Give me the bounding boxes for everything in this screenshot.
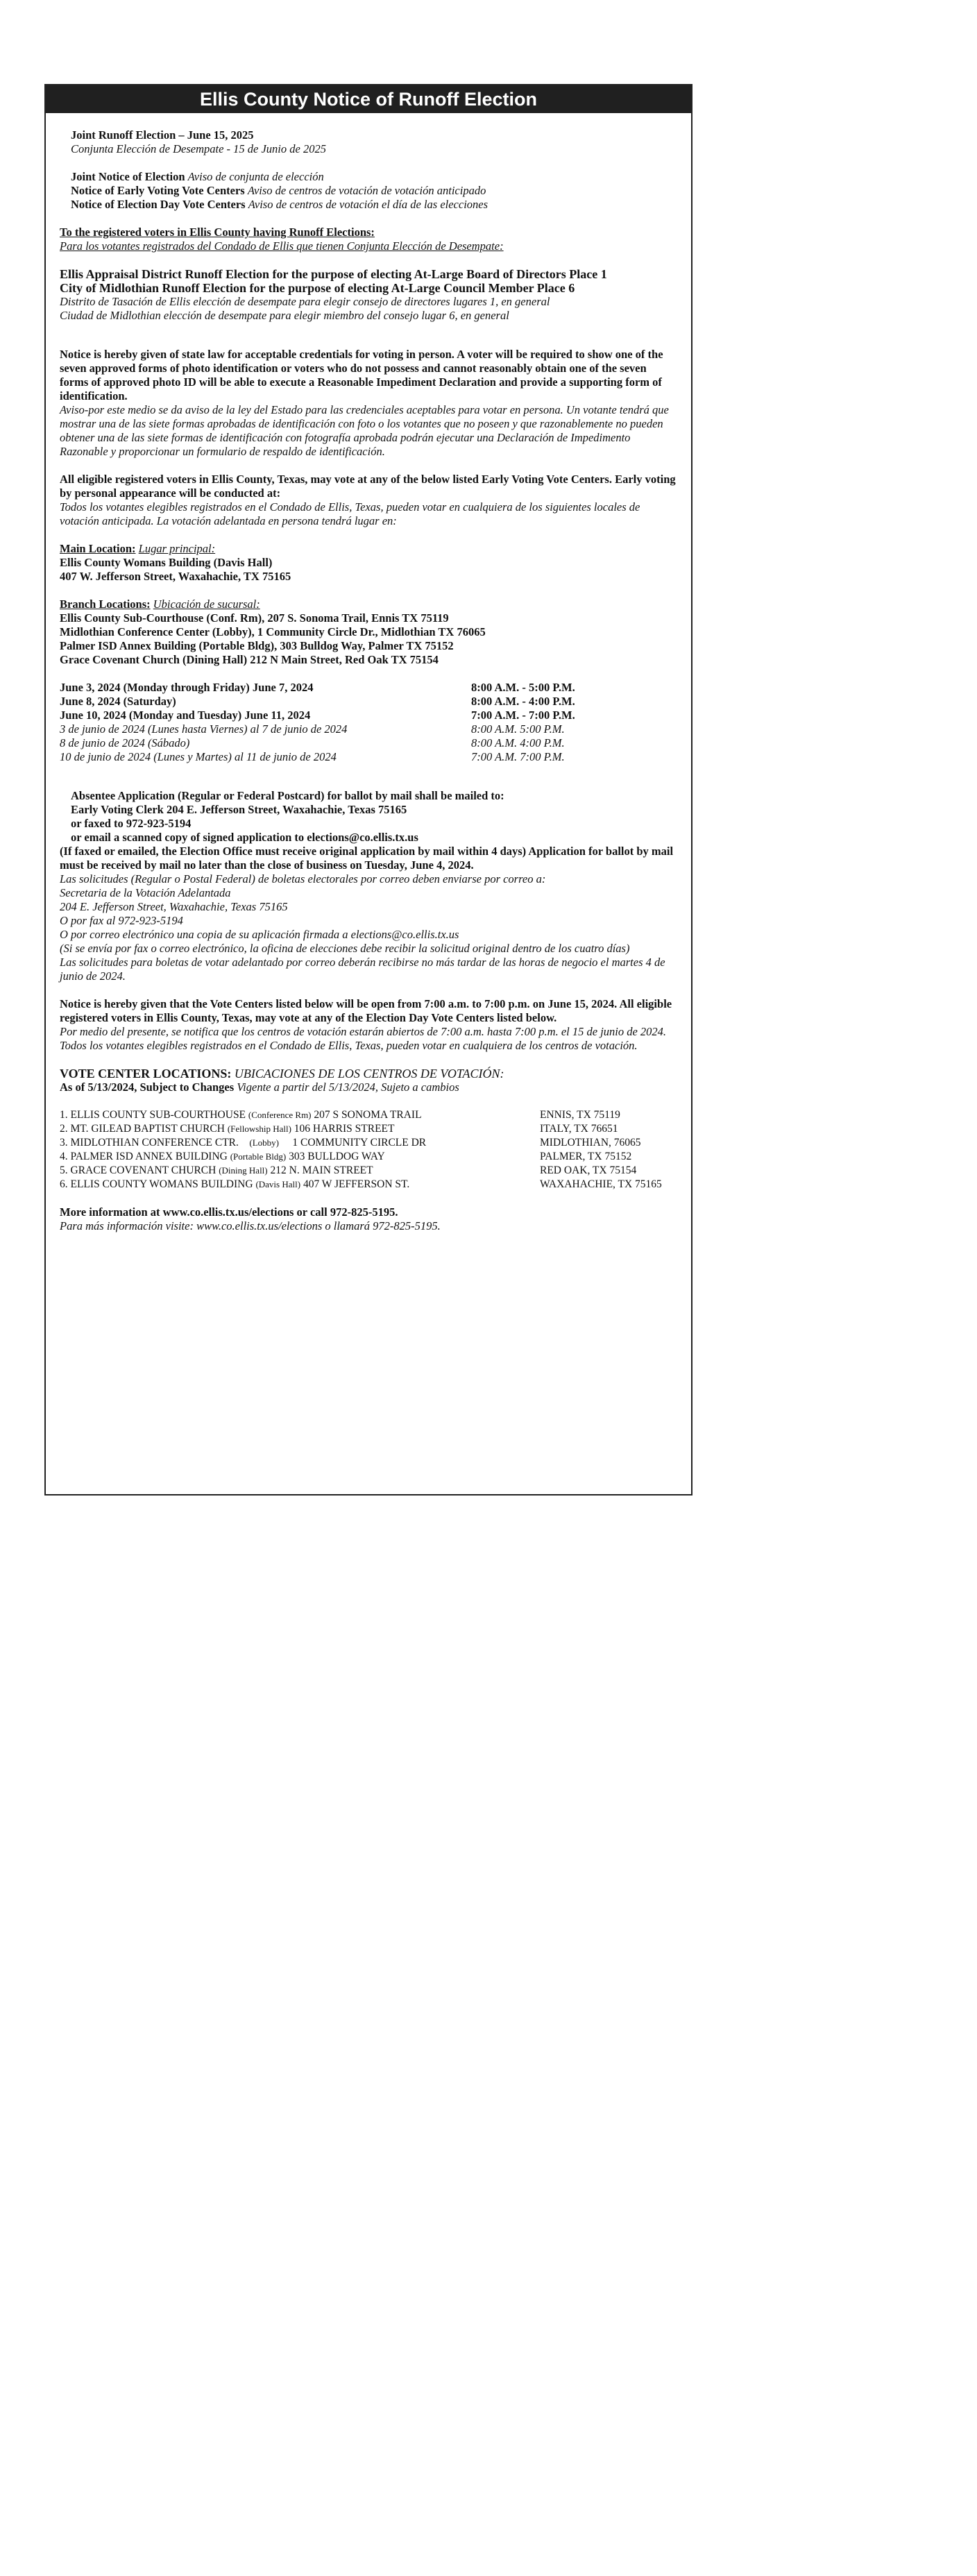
joint-runoff-heading: Joint Runoff Election – June 15, 2025 (71, 128, 254, 142)
photo-id-notice: Notice is hereby given of state law for acceptable credentials for voting in person. A voter will be required to show one of the seven approved forms of photo identification or voters who do not possess and cannot reasonably obtain one of the seven forms of approved photo ID will be able to execute a Reasonable Impediment Declaration and provide a supporting form of identification. (60, 348, 663, 402)
vote-center-row: 4. PALMER ISD ANNEX BUILDING (Portable Bldg) 303 BULLDOG WAY PALMER, TX 75152 (60, 1151, 632, 1162)
footer-info-es: Para más información visite: www.co.ellis.tx.us/elections o llamará 972-825-5195. (60, 1219, 441, 1232)
absentee-es-5: O por correo electrónico una copia de su aplicación firmada a elections@co.ellis.tx.us (60, 928, 459, 941)
vote-centers-as-of: As of 5/13/2024, Subject to Changes Vigente a partir del 5/13/2024, Sujeto a cambios (60, 1081, 459, 1094)
schedule-row: June 10, 2024 (Monday and Tuesday) June 11, 2024 7:00 A.M. - 7:00 P.M. (60, 709, 575, 722)
branch-location: Grace Covenant Church (Dining Hall) 212 N Main Street, Red Oak TX 75154 (60, 653, 439, 666)
election-line-2: City of Midlothian Runoff Election for the purpose of electing At-Large Council Member Place 6 (60, 281, 575, 295)
schedule-row: June 3, 2024 (Monday through Friday) June 7, 2024 8:00 A.M. - 5:00 P.M. (60, 681, 575, 694)
absentee-es-6: (Si se envía por fax o correo electrónico, la oficina de elecciones debe recibir la solicitud original dentro de los cuatro días) (60, 942, 630, 955)
election-day-notice: Notice is hereby given that the Vote Centers listed below will be open from 7:00 a.m. to 7:00 p.m. on June 15, 2024. All eligible registered voters in Ellis County, Texas, may vote at any of the Election Day Vote Centers listed below. (60, 997, 672, 1024)
absentee-es-1: Las solicitudes (Regular o Postal Federal) de boletas electorales por correo deben enviarse por correo a: (60, 872, 546, 886)
notice-body (46, 113, 691, 1233)
addressee-es: Para los votantes registrados del Condado de Ellis que tienen Conjunta Elección de Desempate: (60, 239, 504, 253)
vote-center-row: 5. GRACE COVENANT CHURCH (Dining Hall) 212 N. MAIN STREET RED OAK, TX 75154 (60, 1164, 637, 1176)
addressee: To the registered voters in Ellis County having Runoff Elections: (60, 226, 375, 239)
vote-center-row: 6. ELLIS COUNTY WOMANS BUILDING (Davis Hall) 407 W JEFFERSON ST. WAXAHACHIE, TX 75165 (60, 1178, 662, 1190)
branch-location: Midlothian Conference Center (Lobby), 1 Community Circle Dr., Midlothian TX 76065 (60, 625, 486, 638)
vote-center-row: 2. MT. GILEAD BAPTIST CHURCH (Fellowship Hall) 106 HARRIS STREET ITALY, TX 76651 (60, 1123, 618, 1135)
absentee-es-7: Las solicitudes para boletas de votar adelantado por correo deberán recibirse no más tardar de las horas de negocio el martes 4 de junio de 2024. (60, 956, 665, 983)
absentee-note: (If faxed or emailed, the Election Office must receive original application by mail within 4 days) Application for ballot by mail must be received by mail no later than the close of business on Tuesday, June 4, 2024. (60, 845, 674, 872)
schedule-row: June 8, 2024 (Saturday) 8:00 A.M. - 4:00 P.M. (60, 695, 575, 708)
absentee-es-2: Secretaria de la Votación Adelantada (60, 886, 231, 899)
main-location-name: Ellis County Womans Building (Davis Hall) (60, 556, 273, 569)
main-location-label: Main Location: Lugar principal: (60, 542, 216, 555)
notice-title: Ellis County Notice of Runoff Election (46, 85, 691, 113)
branch-locations-label: Branch Locations: Ubicación de sucursal: (60, 598, 260, 611)
notice-line-3: Notice of Election Day Vote Centers Aviso de centros de votación el día de las elecciones (71, 198, 488, 211)
schedule-row-es: 8 de junio de 2024 (Sábado) 8:00 A.M. 4:00 P.M. (60, 736, 565, 749)
election-day-notice-es: Por medio del presente, se notifica que los centros de votación estarán abiertos de 7:00 a.m. hasta 7:00 p.m. el 15 de junio de 2024. Todos los votantes elegibles registrados en el Condado de Ellis, Texas, pueden votar en cualquiera de los centros de votación. (60, 1025, 667, 1052)
notice-line-1: Joint Notice of Election Aviso de conjunta de elección (71, 170, 324, 183)
early-voting-notice-es: Todos los votantes elegibles registrados en el Condado de Ellis, Texas, pueden votar en cualquiera de los siguientes locales de votación anticipada. La votación adelantada en persona tendrá lugar en: (60, 500, 640, 527)
early-voting-notice: All eligible registered voters in Ellis County, Texas, may vote at any of the below listed Early Voting Vote Centers. Early voting by personal appearance will be conducted at: (60, 473, 676, 500)
vote-centers-heading: VOTE CENTER LOCATIONS: UBICACIONES DE LOS CENTROS DE VOTACIÓN: (60, 1067, 504, 1081)
election-line-2-es: Ciudad de Midlothian elección de desempate para elegir miembro del consejo lugar 6, en general (60, 309, 509, 322)
election-line-1: Ellis Appraisal District Runoff Election for the purpose of electing At-Large Board of Directors Place 1 (60, 267, 607, 281)
absentee-line-2: Early Voting Clerk 204 E. Jefferson Street, Waxahachie, Texas 75165 (71, 803, 407, 816)
election-notice (44, 84, 693, 1495)
election-line-1-es: Distrito de Tasación de Ellis elección de desempate para elegir consejo de directores lugares 1, en general (60, 295, 550, 308)
schedule-row-es: 10 de junio de 2024 (Lunes y Martes) al 11 de junio de 2024 7:00 A.M. 7:00 P.M. (60, 750, 565, 763)
vote-center-row: 3. MIDLOTHIAN CONFERENCE CTR. (Lobby) 1 COMMUNITY CIRCLE DR MIDLOTHIAN, 76065 (60, 1137, 641, 1149)
schedule-row-es: 3 de junio de 2024 (Lunes hasta Viernes) al 7 de junio de 2024 8:00 A.M. 5:00 P.M. (60, 722, 565, 736)
vote-center-list (60, 1108, 677, 1192)
main-location-address: 407 W. Jefferson Street, Waxahachie, TX 75165 (60, 570, 291, 583)
absentee-line-1: Absentee Application (Regular or Federal Postcard) for ballot by mail shall be mailed to: (71, 789, 504, 802)
photo-id-notice-es: Aviso-por este medio se da aviso de la ley del Estado para las credenciales aceptables para votar en persona. Un votante tendrá que mostrar una de las siete formas aprobadas de identificación con foto o los votantes que no poseen y que razonablemente no pueden obtener una de las siete formas de identificación con fotografía aprobada podrán ejecutar una Declaración de Impedimento Razonable y proporcionar un formulario de respaldo de identificación. (60, 403, 669, 458)
vote-center-row: 1. ELLIS COUNTY SUB-COURTHOUSE (Conference Rm) 207 S SONOMA TRAIL ENNIS, TX 75119 (60, 1109, 620, 1121)
joint-runoff-heading-es: Conjunta Elección de Desempate - 15 de Junio de 2025 (71, 142, 326, 155)
footer-info: More information at www.co.ellis.tx.us/elections or call 972-825-5195. (60, 1205, 398, 1219)
absentee-es-3: 204 E. Jefferson Street, Waxahachie, Texas 75165 (60, 900, 288, 913)
absentee-line-4: or email a scanned copy of signed application to elections@co.ellis.tx.us (71, 831, 418, 844)
branch-location: Ellis County Sub-Courthouse (Conf. Rm), 207 S. Sonoma Trail, Ennis TX 75119 (60, 611, 449, 625)
notice-line-2: Notice of Early Voting Vote Centers Aviso de centros de votación de votación anticipado (71, 184, 486, 197)
branch-location: Palmer ISD Annex Building (Portable Bldg), 303 Bulldog Way, Palmer TX 75152 (60, 639, 454, 652)
absentee-es-4: O por fax al 972-923-5194 (60, 914, 183, 927)
absentee-line-3: or faxed to 972-923-5194 (71, 817, 192, 830)
